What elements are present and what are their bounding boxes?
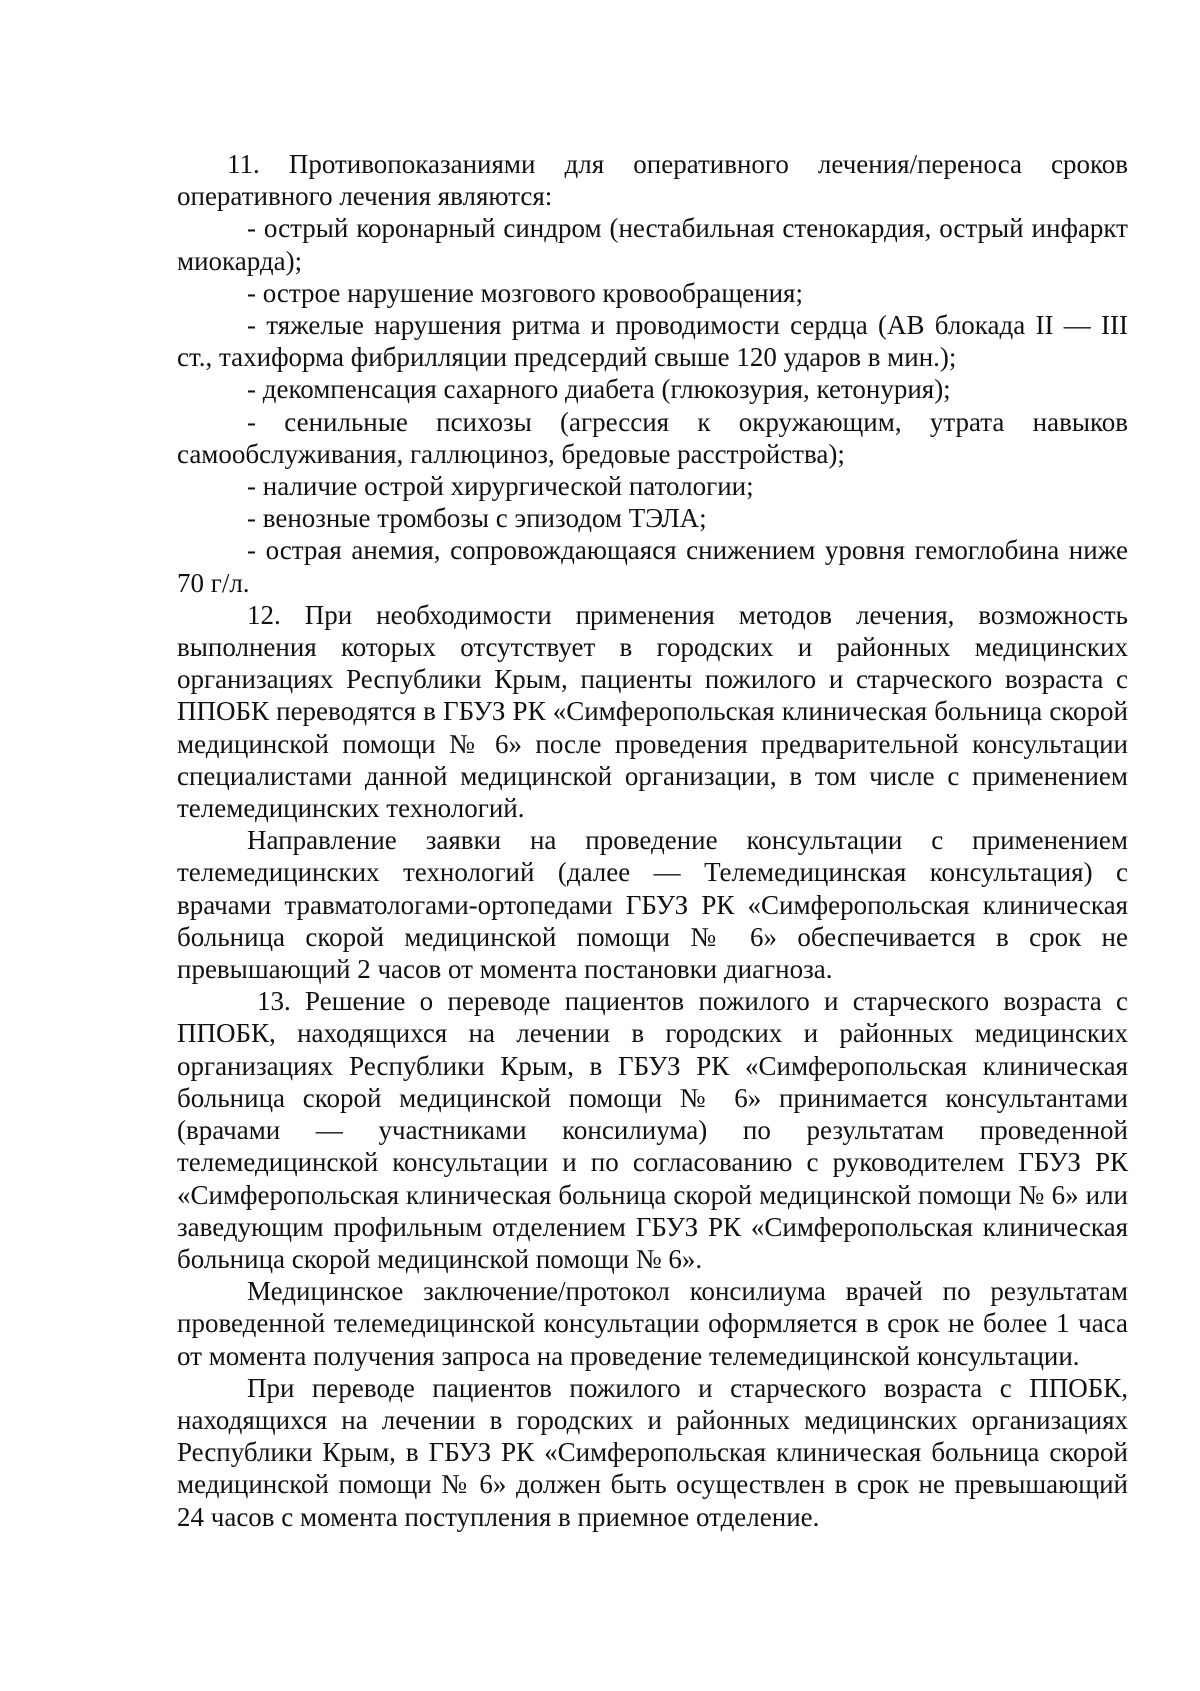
list-item-diabetes: - декомпенсация сахарного диабета (глюкозурия, кетонурия); xyxy=(247,374,951,405)
list-item-senile-psychoses: - сенильные психозы (агрессия к окружающим, утрата навыков самообслуживания, галлюциноз, бредовые расстройства); xyxy=(177,406,1128,469)
paragraph-transfer-deadline: При переводе пациентов пожилого и старческого возраста с ППОБК, находящихся на лечении в городских и районных медицинских организациях Республики Крым, в ГБУЗ РК «Симферопольская клиническая больница скорой медицинской помощи № 6» должен быть осуществлен в срок не превышающий 24 часов с момента поступления в приемное отделение. xyxy=(177,1372,1128,1532)
list-item-arrhythmia: - тяжелые нарушения ритма и проводимости сердца (АВ блокада II — III ст., тахиформа фибрилляции предсердий свыше 120 ударов в мин.); xyxy=(177,310,1128,373)
document-body xyxy=(177,148,1128,1533)
paragraph-medical-conclusion: Медицинское заключение/протокол консилиума врачей по результатам проведенной телемедицинской консультации оформляется в срок не более 1 часа от момента получения запроса на проведение телемедицинской консультации. xyxy=(177,1276,1128,1371)
list-item-stroke: - острое нарушение мозгового кровообращения; xyxy=(247,277,803,308)
list-item-surgical-pathology: - наличие острой хирургической патологии; xyxy=(247,471,754,502)
paragraph-11-contraindications: 11. Противопоказаниями для оперативного лечения/переноса сроков оперативного лечения являются: xyxy=(177,149,1128,212)
list-item-anemia: - острая анемия, сопровождающаяся снижением уровня гемоглобина ниже 70 г/л. xyxy=(177,535,1128,598)
paragraph-telemedicine-request: Направление заявки на проведение консультации с применением телемедицинских технологий (далее — Телемедицинская консультация) с врачами травматологами-ортопедами ГБУЗ РК «Симферопольская клиническая больница скорой медицинской помощи № 6» обеспечивается в срок не превышающий 2 часов от момента постановки диагноза. xyxy=(177,825,1128,985)
list-item-venous-thrombosis: - венозные тромбозы с эпизодом ТЭЛА; xyxy=(247,503,707,534)
list-item-acute-coronary-syndrome: - острый коронарный синдром (нестабильная стенокардия, острый инфаркт миокарда); xyxy=(177,213,1128,276)
paragraph-13-transfer-decision: 13. Решение о переводе пациентов пожилого и старческого возраста с ППОБК, находящихся на лечении в городских и районных медицинских организациях Республики Крым, в ГБУЗ РК «Симферопольская клиническая больница скорой медицинской помощи № 6» принимается консультантами (врачами — участниками консилиума) по результатам проведенной телемедицинской консультации и по согласованию с руководителем ГБУЗ РК «Симферопольская клиническая больница скорой медицинской помощи № 6» или заведующим профильным отделением ГБУЗ РК «Симферопольская клиническая больница скорой медицинской помощи № 6». xyxy=(177,986,1128,1274)
paragraph-12-transfer: 12. При необходимости применения методов лечения, возможность выполнения которых отсутствует в городских и районных медицинских организациях Республики Крым, пациенты пожилого и старческого возраста с ППОБК переводятся в ГБУЗ РК «Симферопольская клиническая больница скорой медицинской помощи № 6» после проведения предварительной консультации специалистами данной медицинской организации, в том числе с применением телемедицинских технологий. xyxy=(177,599,1128,824)
